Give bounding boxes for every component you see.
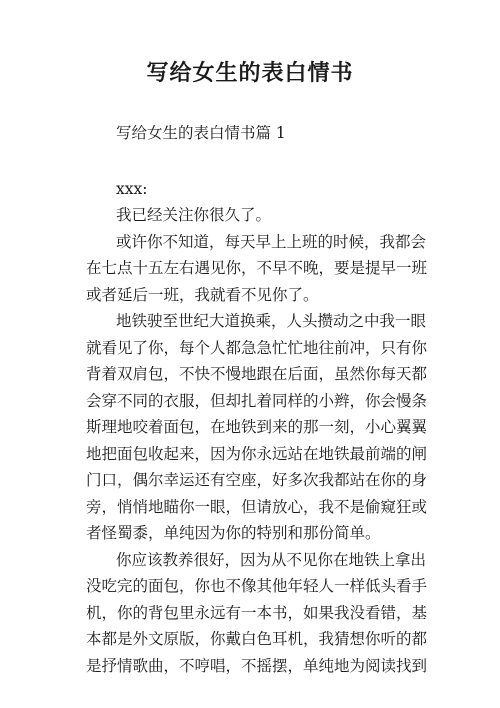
paragraph-line: 我已经关注你很久了。 xyxy=(116,206,272,224)
paragraph xyxy=(86,229,428,309)
document-title: 写给女生的表白情书 xyxy=(146,60,354,86)
paragraph-line: 没吃完的面包，你也不像其他年轻人一样低头看手 xyxy=(86,577,428,595)
paragraph-line: 你应该教养很好，因为从不见你在地铁上拿出 xyxy=(116,550,427,569)
paragraph-line: 就看见了你，每个人都急急忙忙地往前冲，只有你 xyxy=(86,338,428,357)
paragraph-line: 在七点十五左右遇见你，不早不晚，要是提早一班 xyxy=(86,259,428,277)
paragraph-line: 地铁驶至世纪大道换乘，人头攒动之中我一眼 xyxy=(116,312,427,330)
paragraph-line: 或许你不知道，每天早上上班的时候，我都会 xyxy=(116,232,427,251)
paragraph-line: 本都是外文原版，你戴白色耳机，我猜想你听的都 xyxy=(86,630,428,648)
section-heading: 写给女生的表白情书篇 1 xyxy=(116,124,286,142)
salutation: xxx: xyxy=(116,179,148,198)
paragraph-line: 机，你的背包里永远有一本书，如果我没看错，基 xyxy=(86,603,428,622)
spacer xyxy=(86,147,422,176)
paragraph xyxy=(86,202,422,229)
paragraph-line: 地把面包收起来，因为你永远站在地铁最前端的闸 xyxy=(86,444,428,463)
document-body xyxy=(86,120,428,679)
paragraph xyxy=(86,547,428,680)
paragraph-line: 背着双肩包，不快不慢地跟在后面，虽然你每天都 xyxy=(86,365,428,383)
paragraph-line: 旁，悄悄地瞄你一眼，但请放心，我不是偷窥狂或 xyxy=(86,497,428,516)
paragraph-line: 或者延后一班，我就看不见你了。 xyxy=(86,285,319,304)
paragraph-line: 者怪蜀黍，单纯因为你的特别和那份简单。 xyxy=(86,524,381,542)
paragraph-line: 是抒情歌曲，不哼唱，不摇摆，单纯地为阅读找到 xyxy=(86,656,428,675)
paragraph-line: 会穿不同的衣服，但却扎着同样的小辫，你会慢条 xyxy=(86,391,428,410)
paragraph-line: 门口，偶尔幸运还有空座，好多次我都站在你的身 xyxy=(86,471,428,489)
paragraph xyxy=(86,308,428,547)
paragraph-line: 斯理地咬着面包，在地铁到来的那一刻，小心翼翼 xyxy=(86,418,428,436)
